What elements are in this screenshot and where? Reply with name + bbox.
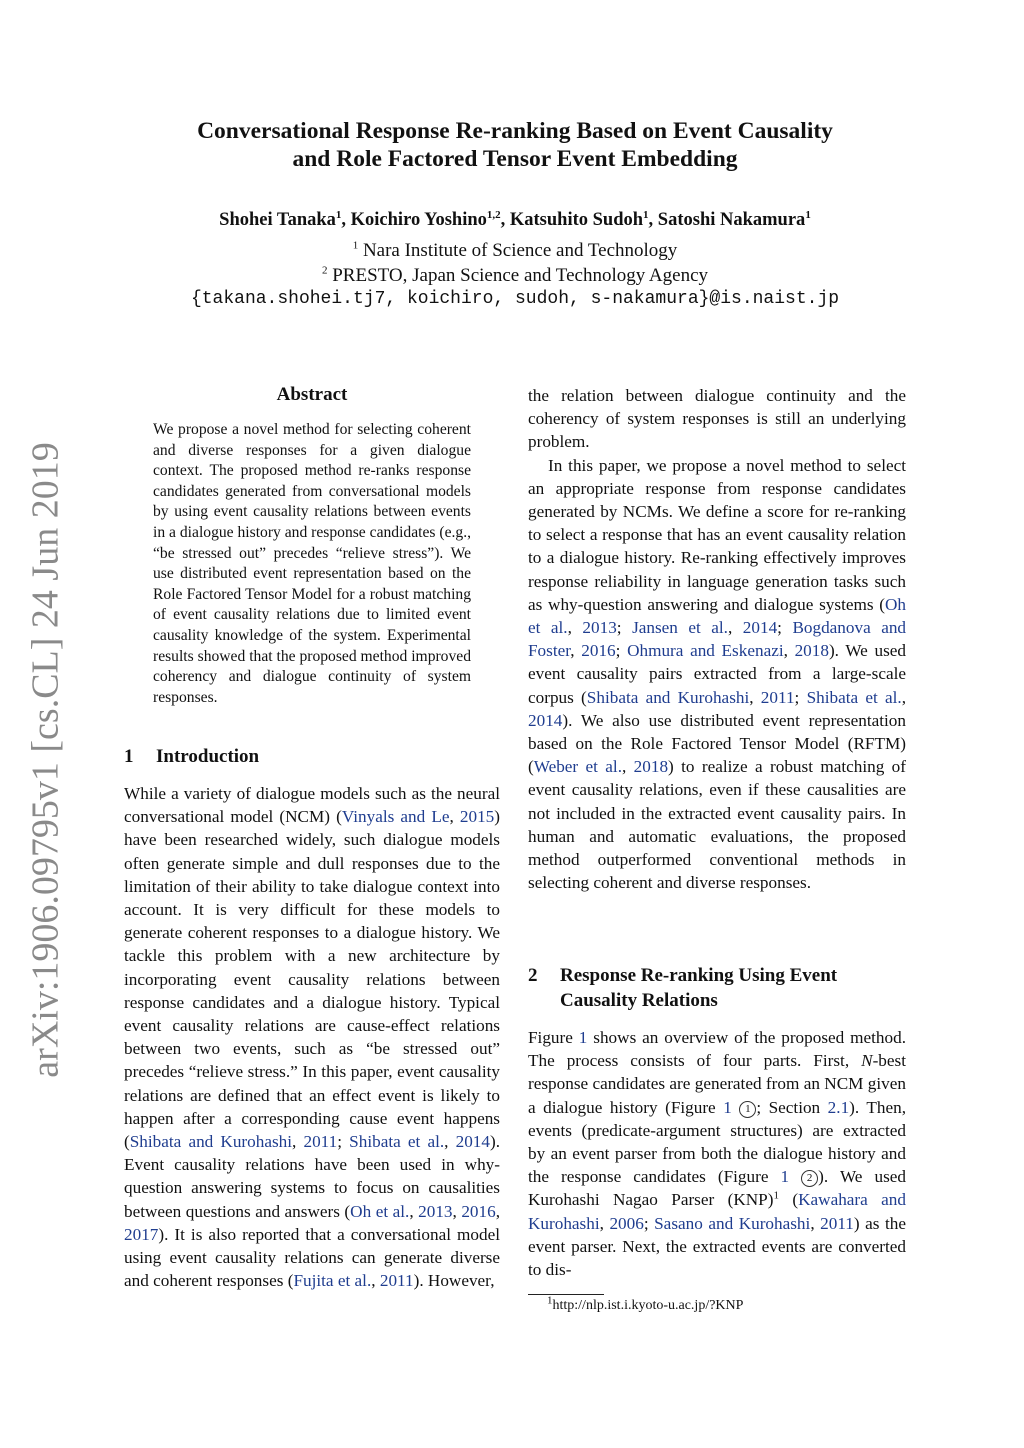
section-title: Introduction	[156, 746, 260, 767]
arxiv-id: arXiv:1906.09795v1 [cs.CL] 24 Jun 2019	[25, 442, 68, 1078]
citation-link[interactable]: Bogdanova and Foster	[528, 618, 907, 661]
citation-link[interactable]: 2011	[760, 687, 795, 707]
citation-link[interactable]: 2014	[742, 618, 778, 638]
citation-link[interactable]: 2014	[528, 710, 563, 730]
text-run: ,	[444, 1132, 456, 1152]
citation-link[interactable]: 2013	[582, 618, 617, 638]
affiliation-text: PRESTO, Japan Science and Technology Agency	[327, 265, 709, 286]
affiliation-2	[120, 265, 910, 287]
intro-continued	[528, 384, 906, 894]
text-run: ). Event causality relations have been used in why-question answering systems to focus on causalities between questions and answers (	[124, 1132, 500, 1221]
citation-link[interactable]: 2016	[461, 1201, 496, 1221]
paragraph	[528, 454, 906, 895]
citation-link[interactable]: 2006	[609, 1213, 644, 1233]
citation-link[interactable]: Vinyals and Le	[341, 807, 450, 827]
text-run: ,	[570, 641, 582, 661]
text-run: ,	[409, 1201, 419, 1221]
text-run: ; Section	[756, 1097, 828, 1117]
section-title: Response Re-ranking Using Event	[560, 965, 838, 986]
figure-link[interactable]: 1	[723, 1097, 732, 1117]
figure-link[interactable]: 1	[578, 1028, 588, 1047]
text-run: ) as the event parser. Next, the extracted events are converted to dis-	[528, 1213, 906, 1280]
citation-link[interactable]: 2015	[459, 807, 495, 827]
section-number: 2	[528, 965, 538, 986]
title-line-2: and Role Factored Tensor Event Embedding	[292, 146, 738, 172]
text-run: In this paper, we propose a novel method to select an appropriate response from response candidates generated by NCMs. We define a score for re-ranking to select a response that has an event causality relation to a dialogue history. Re-ranking effectively improves response reliability in language generation tasks such as why-question answering and dialogue systems (	[528, 455, 906, 614]
text-run: ,	[292, 1132, 304, 1152]
text-run: ;	[337, 1132, 350, 1152]
text-run: ,	[749, 687, 761, 707]
section-number: 1	[124, 746, 134, 767]
text-run: ;	[615, 641, 628, 661]
citation-link[interactable]: 2011	[820, 1213, 854, 1233]
intro-paragraph	[124, 782, 500, 1292]
text-run: ;	[777, 618, 793, 638]
text-run: ;	[794, 687, 807, 707]
text-run: ). We used event causality pairs extracted from a large-scale corpus (	[528, 641, 906, 707]
citation-link[interactable]: Ohmura and Eskenazi	[627, 641, 784, 661]
affiliation-1	[120, 240, 910, 262]
author-affil: 1	[643, 208, 649, 221]
author-affil: 1,2	[486, 208, 501, 221]
affiliation-text: Nara Institute of Science and Technology	[358, 240, 678, 261]
circled-number: 2	[801, 1170, 818, 1187]
text-run: ,	[622, 757, 634, 777]
citation-link[interactable]: Oh et al.	[528, 594, 906, 638]
intro-text	[124, 782, 500, 1292]
citation-link[interactable]: Oh et al.	[350, 1201, 410, 1221]
affiliation-num: 2	[321, 264, 328, 277]
text-run: (	[778, 1190, 799, 1210]
author-name: Shohei Tanaka	[219, 210, 336, 230]
text-run: ,	[567, 618, 583, 638]
text-run: ,	[599, 1213, 610, 1233]
author-name: Katsuhito Sudoh	[509, 210, 644, 230]
footnote-number: 1	[547, 1294, 553, 1307]
footnote-rule	[528, 1294, 604, 1295]
citation-link[interactable]: 2016	[581, 641, 616, 661]
circled-number: 1	[739, 1101, 756, 1118]
text-run: ). We used Kurohashi Nagao Parser (KNP)	[528, 1167, 906, 1210]
section-link[interactable]: 2.1	[827, 1097, 850, 1117]
section-2-text	[528, 1026, 906, 1281]
text-run: While a variety of dialogue models such as the neural conversational model (NCM) (	[124, 784, 500, 827]
footnote	[547, 1294, 744, 1314]
author-name: Satoshi Nakamura	[657, 210, 806, 230]
text-run: ,	[810, 1213, 821, 1233]
affiliation-num: 1	[352, 239, 359, 252]
section-title-line-2: Causality Relations	[560, 990, 718, 1011]
figure-link[interactable]: 1	[780, 1167, 790, 1187]
footnote-mark[interactable]: 1	[773, 1189, 779, 1202]
text-run: ;	[616, 618, 633, 638]
citation-link[interactable]: Shibata and Kurohashi	[129, 1132, 293, 1152]
text-run: ). We also use distributed event representation based on the Role Factored Tensor Model (RFTM) (	[528, 710, 906, 777]
citation-link[interactable]: Jansen et al.	[632, 618, 728, 638]
text-run: Figure	[528, 1028, 579, 1047]
text-run: ) have been researched widely, such dialogue models often generate simple and dull responses due to the limitation of their ability to take dialogue context into account. It is very difficult for these models to generate coherent responses to a dialogue history. We tackle this problem with a new architecture by incorporating event causality relations between response candidates and a dialogue history. Typical event causality relations are cause-effect relations between two events, such as “be stressed out” precedes “relieve stress.” In this paper, event causality relations are defined that an effect event is likely to happen after a corresponding cause event happens (	[124, 807, 500, 1152]
citation-link[interactable]: Shibata et al.	[806, 687, 902, 707]
citation-link[interactable]: 2013	[418, 1201, 453, 1221]
abstract-heading: Abstract	[276, 384, 348, 405]
text-run: ). However,	[413, 1271, 495, 1291]
citation-link[interactable]: Sasano and Kurohashi	[654, 1213, 811, 1233]
citation-link[interactable]: 2018	[794, 641, 829, 661]
citation-link[interactable]: 2011	[303, 1132, 338, 1152]
citation-link[interactable]: 2014	[455, 1132, 490, 1152]
author-affil: 1	[335, 208, 342, 221]
text-run: ). It is also reported that a conversational model using event causality relations can generate diverse and coherent responses (	[124, 1224, 500, 1291]
text-run: ,	[901, 687, 906, 707]
citation-link[interactable]: Shibata and Kurohashi	[586, 687, 750, 707]
text-run: shows an overview of the proposed method. The process consists of four parts. First,	[528, 1028, 907, 1071]
author-name: Koichiro Yoshino	[350, 210, 487, 230]
math-symbol: N	[861, 1051, 873, 1071]
text-run: ,	[371, 1271, 380, 1291]
text-run: ,	[727, 618, 743, 638]
footnote-url[interactable]: http://nlp.ist.i.kyoto-u.ac.jp/?KNP	[552, 1298, 744, 1313]
citation-link[interactable]: Shibata et al.	[349, 1132, 445, 1152]
text-run: ,	[449, 807, 460, 827]
section-1-heading	[124, 744, 259, 769]
section-2-heading	[528, 963, 908, 1013]
arxiv-watermark	[20, 442, 72, 1078]
citation-link[interactable]: 2011	[379, 1271, 414, 1291]
paragraph	[528, 1026, 906, 1281]
author-emails: {takana.shohei.tj7, koichiro, sudoh, s-nakamura}@is.naist.jp	[190, 289, 840, 309]
author-list: Shohei Tanaka$^1$, Koichiro Yoshino$^{1,2}$, Katsuhito Sudoh$^1$, Satoshi Nakamura$^1$	[219, 208, 811, 230]
citation-link[interactable]: 2017	[124, 1224, 159, 1244]
citation-link[interactable]: Fujita et al.	[293, 1271, 372, 1291]
citation-link[interactable]: 2018	[633, 757, 669, 777]
abstract-text: We propose a novel method for selecting coherent and diverse responses for a given dialogue context. The proposed method re-ranks response candidates generated from conversational models by using event causality relations between events in a dialogue history and response candidates (e.g., “be stressed out” precedes “relieve stress”). We use distributed event representation based on the Role Factored Tensor Model for a robust matching of event causality relations due to limited event causality knowledge of the system. Experimental results showed that the proposed method improved coherency and dialogue continuity of system responses.	[153, 421, 471, 706]
citation-link[interactable]: Kawahara and Kurohashi	[528, 1190, 906, 1233]
text-run: ,	[783, 641, 795, 661]
text-run: ,	[495, 1201, 500, 1221]
title-line-1: Conversational Response Re-ranking Based on Event Causality	[197, 118, 833, 144]
text-run: ,	[452, 1201, 462, 1221]
text-run: ) to realize a robust matching of event causality relations, even if these causalities are not included in the extracted event causality pairs. In human and automatic evaluations, the proposed method outperformed conventional methods in selecting coherent and diverse responses.	[528, 757, 906, 893]
text-run: -best response candidates are generated from an NCM given a dialogue history (Figure	[528, 1051, 906, 1117]
text-run: ). Then, events (predicate-argument structures) are extracted by an event parser from both the dialogue history and the response candidates (Figure	[528, 1097, 906, 1187]
paper-title	[120, 117, 910, 173]
author-affil: 1	[805, 208, 811, 221]
paragraph: the relation between dialogue continuity and the coherency of system responses is still an underlying problem.	[528, 386, 906, 452]
citation-link[interactable]: Weber et al.	[533, 757, 622, 777]
text-run: ;	[643, 1213, 655, 1233]
